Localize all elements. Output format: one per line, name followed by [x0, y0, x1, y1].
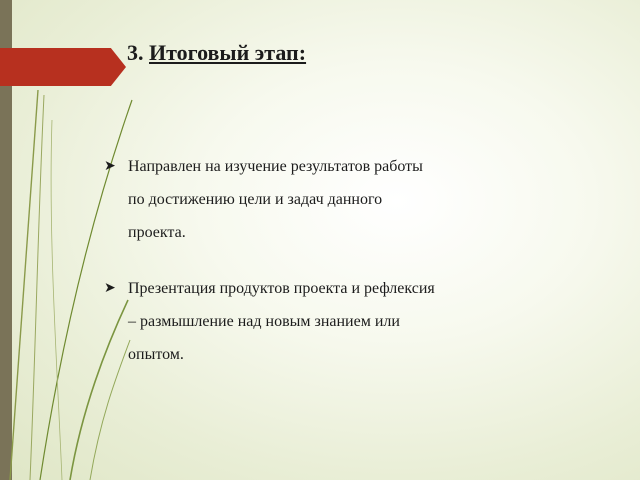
bullet-line: проекта.	[128, 224, 186, 241]
bullet-line: Направлен на изучение результатов работы	[128, 158, 423, 175]
bullet-item	[104, 150, 524, 249]
bullet-item	[104, 272, 524, 371]
bullet-line: Презентация продуктов проекта и рефлексия	[128, 280, 435, 297]
bullet-line: опытом.	[128, 346, 184, 363]
slide-title	[127, 40, 306, 66]
bullet-line: – размышление над новым знанием или	[128, 313, 400, 330]
bullet-list	[104, 150, 524, 394]
bullet-arrow-icon: ➤	[104, 281, 116, 296]
bullet-arrow-icon: ➤	[104, 159, 116, 174]
title-accent-arrow	[0, 48, 126, 86]
title-number: 3.	[127, 40, 144, 65]
bullet-line: по достижению цели и задач данного	[128, 191, 383, 208]
title-text: Итоговый этап:	[149, 40, 307, 65]
